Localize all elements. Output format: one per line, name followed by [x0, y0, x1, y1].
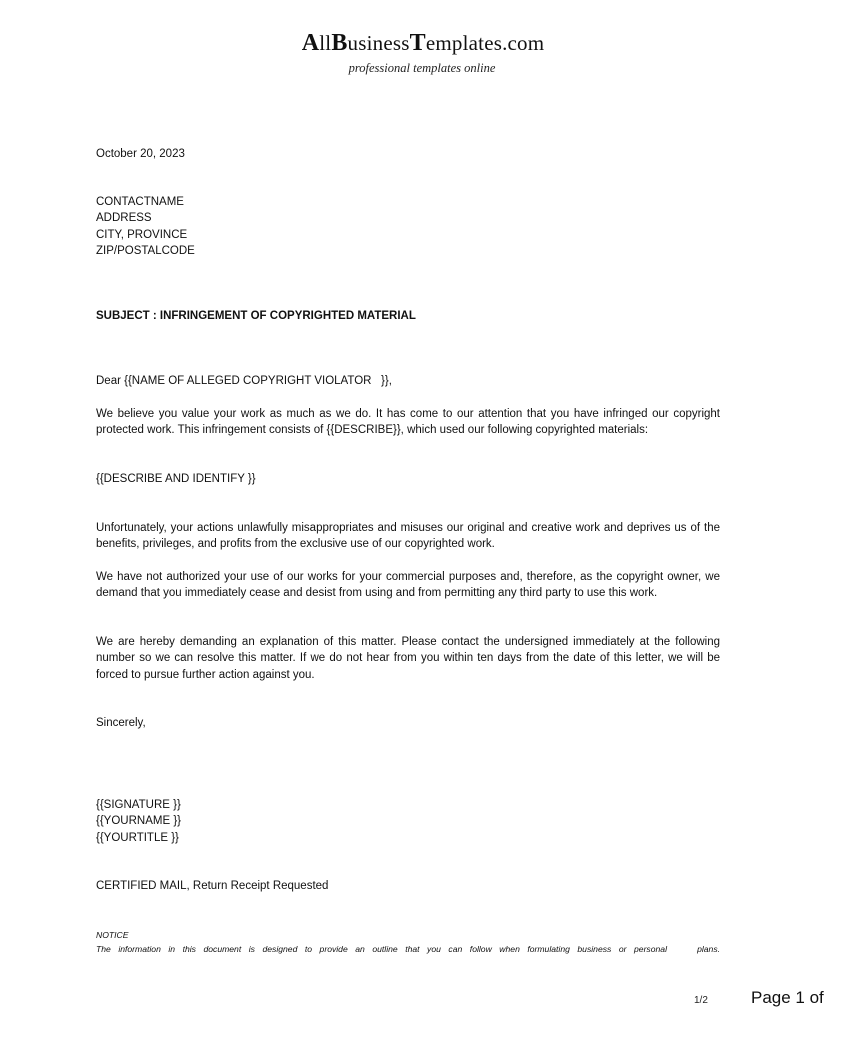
body-paragraph-1: We believe you value your work as much as we do. It has come to our attention that you have infringed our copyright protected work. This infringement consists of {{DESCRIBE}}, which used our following copyrighted materials:	[96, 408, 720, 437]
subject-text: SUBJECT : INFRINGEMENT OF COPYRIGHTED MATERIAL	[96, 310, 416, 322]
body-paragraph-4: We are hereby demanding an explanation of this matter. Please contact the undersigned immediately at the following number so we can resolve this matter. If we do not hear from you within ten days from the date of this letter, we will be forced to pursue further action against you.	[96, 636, 720, 681]
brand-part-1: ll	[319, 31, 332, 55]
brand-part-3: usiness	[347, 31, 410, 55]
closing-text: Sincerely,	[96, 717, 146, 729]
body-paragraph-2: Unfortunately, your actions unlawfully misappropriates and misuses our original and creative work and deprives us of the benefits, privileges, and profits from the exclusive use of our copyrighted work.	[96, 522, 720, 551]
letter-greeting	[96, 373, 720, 389]
brand-part-4: T	[409, 30, 426, 56]
notice-body: The information in this document is designed to provide an outline that you can follow when formulating business or personal plans.	[96, 944, 720, 954]
describe-identify-placeholder	[96, 471, 720, 487]
recipient-address	[96, 194, 720, 259]
body-paragraph-3: We have not authorized your use of our works for your commercial purposes and, therefore, as the copyright owner, we demand that you immediately cease and desist from using and from permitting any third party to use this work.	[96, 571, 720, 600]
signature-block	[96, 797, 720, 846]
address-line: CONTACTNAME	[96, 196, 184, 208]
signature-line: {{YOURTITLE }}	[96, 831, 179, 844]
date-text: October 20, 2023	[96, 148, 185, 160]
letter-subject	[96, 308, 720, 324]
describe-identify-text: {{DESCRIBE AND IDENTIFY }}	[96, 473, 256, 485]
brand-tagline: professional templates online	[348, 61, 496, 75]
address-line: CITY, PROVINCE	[96, 228, 188, 241]
brand-logo	[0, 30, 846, 57]
page-number: 1/2	[694, 995, 708, 1006]
notice-title: NOTICE	[96, 930, 129, 940]
notice-section	[96, 928, 720, 956]
letter-date	[96, 146, 720, 162]
letter-closing	[96, 715, 720, 731]
signature-line: {{YOURNAME }}	[96, 815, 182, 828]
address-line: ZIP/POSTALCODE	[96, 244, 195, 257]
address-line: ADDRESS	[96, 212, 152, 225]
signature-line: {{SIGNATURE }}	[96, 799, 181, 811]
certified-mail-text: CERTIFIED MAIL, Return Receipt Requested	[96, 880, 329, 892]
viewer-page-indicator: Page 1 of	[751, 988, 824, 1007]
greeting-text: Dear {{NAME OF ALLEGED COPYRIGHT VIOLATOR }},	[96, 375, 392, 387]
brand-part-0: A	[301, 30, 320, 56]
certified-mail-note	[96, 878, 720, 894]
brand-part-2: B	[331, 30, 348, 56]
brand-part-5: emplates.com	[425, 31, 545, 55]
